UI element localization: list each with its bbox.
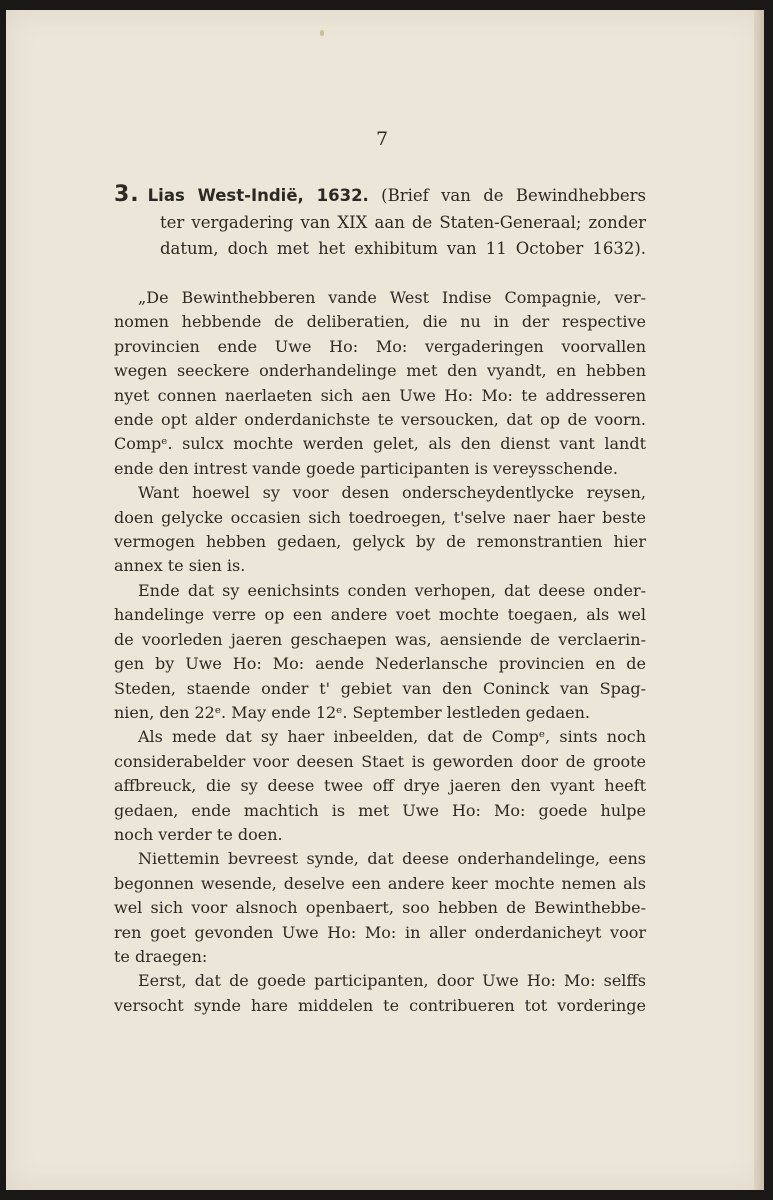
- text-line: „De Bewinthebberen vande West Indise Compagnie, ver-: [138, 288, 646, 307]
- text-line: nyet connen naerlaeten sich aen Uwe Ho: Mo: te addresseren: [114, 385, 646, 405]
- heading-description-line: datum, doch met het exhibitum van 11 October 1632).: [160, 239, 646, 258]
- text-line: affbreuck, die sy deese twee off drye jaeren den vyant heeft: [114, 776, 646, 796]
- text-line: Ende dat sy eenichsints conden verhopen, dat deese onder-: [138, 580, 646, 600]
- text-line: Compᵉ. sulcx mochte werden gelet, als den dienst vant landt: [114, 434, 646, 454]
- text-line: Eerst, dat de goede participanten, door Uwe Ho: Mo: selffs: [138, 971, 646, 991]
- text-line: gedaen, ende machtich is met Uwe Ho: Mo: goede hulpe: [114, 800, 646, 820]
- document-title: Lias West-Indië, 1632.: [147, 186, 369, 205]
- page-number: 7: [375, 128, 389, 150]
- text-line: noch verder te doen.: [114, 824, 283, 844]
- paragraph: [114, 725, 646, 847]
- text-line: begonnen wesende, deselve een andere keer mochte nemen als: [114, 873, 646, 893]
- book-page: [6, 10, 764, 1190]
- text-line: nien, den 22ᵉ. May ende 12ᵉ. September lestleden gedaen.: [114, 702, 590, 722]
- paragraph: [114, 847, 646, 969]
- text-line: Want hoewel sy voor desen onderscheydentlycke reysen,: [138, 483, 646, 503]
- text-line: de voorleden jaeren geschaepen was, aensiende de verclaerin-: [114, 629, 646, 649]
- text-line: wegen seeckere onderhandelinge met den vyandt, en hebben: [114, 361, 646, 381]
- document-heading: [114, 182, 646, 263]
- text-line: doen gelycke occasien sich toedroegen, t'selve naer haer beste: [114, 507, 646, 527]
- text-line: gen by Uwe Ho: Mo: aende Nederlansche provincien en de: [114, 654, 646, 674]
- text-line: considerabelder voor deesen Staet is geworden door de groote: [114, 751, 646, 771]
- text-line: Als mede dat sy haer inbeelden, dat de Compᵉ, sints noch: [138, 727, 646, 747]
- text-line: versocht synde hare middelen te contribueren tot vorderinge: [114, 995, 646, 1015]
- text-line: provincien ende Uwe Ho: Mo: vergaderingen voorvallen: [114, 336, 646, 356]
- paragraph: [114, 579, 646, 725]
- text-line: te draegen:: [114, 946, 208, 966]
- text-line: wel sich voor alsnoch openbaert, soo hebben de Bewinthebbe-: [114, 898, 646, 918]
- text-line: annex te sien is.: [114, 556, 246, 576]
- text-line: handelinge verre op een andere voet mochte toegaen, als wel: [114, 605, 646, 625]
- paragraph: [114, 969, 646, 1018]
- paper-speck: [320, 30, 324, 36]
- text-line: Niettemin bevreest synde, dat deese onderhandelinge, eens: [138, 849, 646, 869]
- text-line: nomen hebbende de deliberatien, die nu in der respective: [114, 312, 646, 332]
- heading-description-line: (Brief van de Bewindhebbers: [381, 186, 646, 205]
- page-spine-edge: [754, 10, 764, 1190]
- text-line: ende opt alder onderdanichste te versoucken, dat op de voorn.: [114, 410, 646, 430]
- document-number: 3.: [114, 182, 140, 207]
- heading-description-line: ter vergadering van XIX aan de Staten-Generaal; zonder: [160, 212, 646, 232]
- heading-line-1: [114, 182, 646, 210]
- paragraph: [114, 481, 646, 579]
- text-line: vermogen hebben gedaen, gelyck by de remonstrantien hier: [114, 532, 646, 552]
- document-body: [114, 286, 646, 1018]
- paragraph: [114, 286, 646, 481]
- text-line: ren goet gevonden Uwe Ho: Mo: in aller onderdanicheyt voor: [114, 922, 646, 942]
- text-line: ende den intrest vande goede participanten is vereysschende.: [114, 458, 618, 478]
- text-line: Steden, staende onder t' gebiet van den Coninck van Spag-: [114, 678, 646, 698]
